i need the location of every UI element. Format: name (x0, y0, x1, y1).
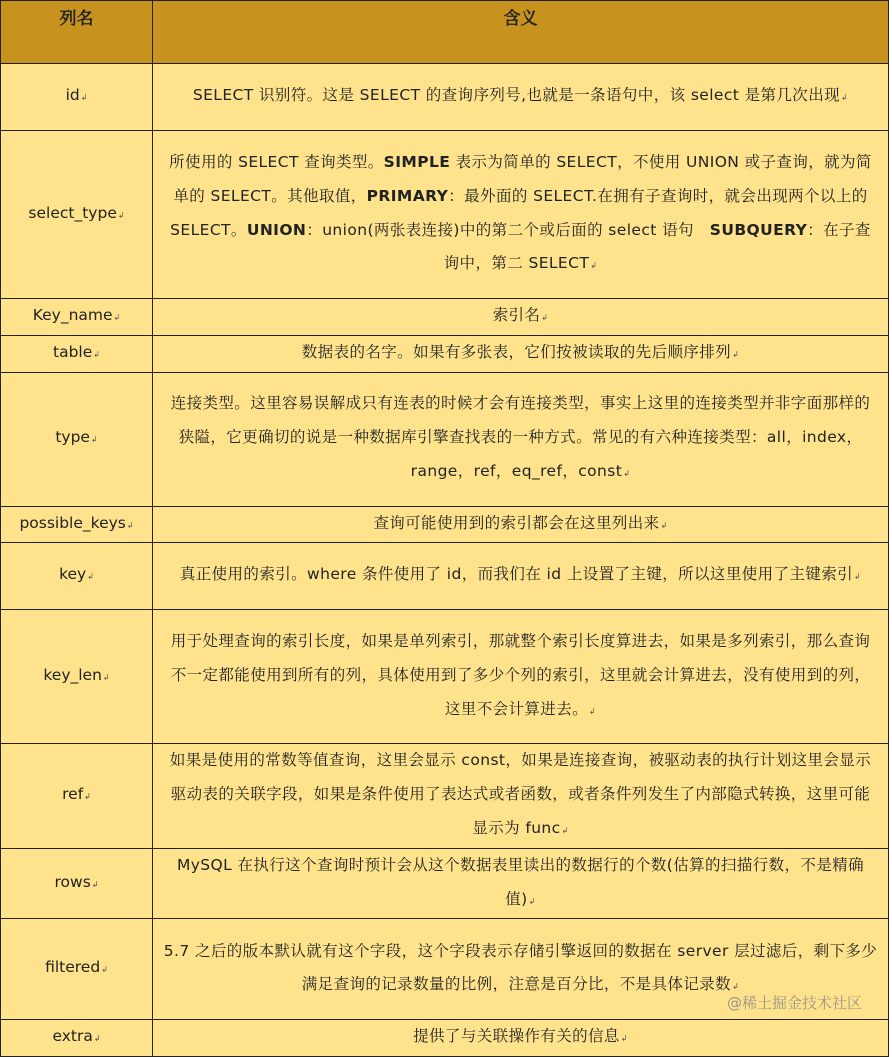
table-row (1, 372, 889, 506)
row-meaning-cell (153, 744, 889, 848)
table-header-row (1, 1, 889, 64)
row-name-cell (1, 64, 153, 131)
meaning-text: 连接类型。这里容易误解成只有连表的时候才会有连接类型，事实上这里的连接类型并非字面那样的狭隘，它更确切的说是一种数据库引擎查找表的一种方式。常见的有六种连接类型：all，index，range，ref，eq_ref，const (170, 394, 871, 480)
row-name-cell (1, 372, 153, 506)
column-name: Key_name (32, 306, 113, 324)
row-meaning-cell (153, 335, 889, 372)
paragraph-mark-icon: ↲ (101, 965, 108, 975)
paragraph-mark-icon: ↲ (561, 825, 569, 835)
paragraph-mark-icon: ↲ (541, 313, 549, 322)
row-meaning-cell (153, 506, 889, 543)
meaning-text: 真正使用的索引。where 条件使用了 id，而我们在 id 上设置了主键，所以这里使用了主键索引 (179, 565, 854, 584)
table-row (1, 1020, 889, 1057)
paragraph-mark-icon: ↲ (590, 261, 598, 271)
row-meaning-cell (153, 299, 889, 336)
row-meaning-cell (153, 1020, 889, 1057)
column-header-name: 列名 (1, 1, 153, 64)
table-row (1, 335, 889, 372)
paragraph-mark-icon: ↲ (102, 672, 110, 682)
row-meaning-cell (153, 131, 889, 299)
paragraph-mark-icon: ↲ (528, 896, 536, 906)
paragraph-mark-icon: ↲ (93, 1034, 101, 1044)
row-meaning-cell (153, 543, 889, 610)
column-name: key_len (43, 665, 102, 684)
row-name-cell (1, 506, 153, 543)
meaning-text: 数据表的名字。如果有多张表，它们按被读取的先后顺序排列 (301, 342, 732, 361)
column-name: id (65, 86, 80, 105)
row-name-cell (1, 610, 153, 744)
meaning-text: 用于处理查询的索引长度，如果是单列索引，那就整个索引长度算进去，如果是多列索引，那么查询不一定都能使用到所有的列，具体使用到了多少个列的索引，这里就会计算进去，没有使用到的列，这里不会计算进去。 (170, 632, 871, 718)
paragraph-mark-icon: ↲ (117, 210, 125, 220)
row-name-cell (1, 848, 153, 919)
table-row (1, 610, 889, 744)
column-name: key (59, 565, 87, 584)
meaning-keyword: UNION (246, 220, 307, 239)
table-row (1, 848, 889, 919)
paragraph-mark-icon: ↲ (732, 982, 740, 992)
table-row (1, 64, 889, 131)
row-name-cell (1, 543, 153, 610)
meaning-text: 提供了与关联操作有关的信息 (413, 1027, 620, 1046)
column-name: table (53, 342, 93, 361)
paragraph-mark-icon: ↲ (660, 520, 668, 530)
paragraph-mark-icon: ↲ (589, 706, 597, 716)
row-name-cell (1, 131, 153, 299)
meaning-keyword: SUBQUERY (709, 220, 808, 239)
row-meaning-cell (153, 610, 889, 744)
paragraph-mark-icon: ↲ (620, 1034, 628, 1044)
meaning-text: ：union(两张表连接)中的第二个或后面的 select 语句 (306, 220, 710, 239)
table-row (1, 131, 889, 299)
column-name: ref (62, 785, 84, 804)
row-name-cell (1, 744, 153, 848)
paragraph-mark-icon: ↲ (91, 879, 99, 889)
row-meaning-cell (153, 64, 889, 131)
meaning-text: 表示为简单的 SELECT，不使用 UNION 或子查询，就为简单的 SELECT。其他取值， (173, 152, 872, 205)
paragraph-mark-icon: ↲ (113, 313, 121, 322)
row-name-cell (1, 1020, 153, 1057)
paragraph-mark-icon: ↲ (732, 349, 740, 359)
paragraph-mark-icon: ↲ (87, 572, 94, 582)
row-meaning-cell (153, 372, 889, 506)
table-body (1, 64, 889, 1057)
table-row (1, 299, 889, 336)
table-row (1, 543, 889, 610)
paragraph-mark-icon: ↲ (841, 93, 849, 103)
meaning-text: 所使用的 SELECT 查询类型。 (169, 152, 384, 171)
column-header-meaning: 含义 (153, 1, 889, 64)
meaning-keyword: PRIMARY (366, 186, 449, 205)
paragraph-mark-icon: ↲ (854, 572, 862, 582)
meaning-text: 查询可能使用到的索引都会在这里列出来 (373, 513, 660, 532)
paragraph-mark-icon: ↲ (80, 93, 88, 103)
column-name: rows (54, 872, 91, 891)
meaning-text: ：最外面的 SELECT.在拥有子查询时，就会出现两个以上的 SELECT。 (170, 186, 868, 239)
row-meaning-cell (153, 848, 889, 919)
column-name: extra (52, 1027, 93, 1046)
meaning-text: MySQL 在执行这个查询时预计会从这个数据表里读出的数据行的个数(估算的扫描行数，不是精确值) (176, 855, 865, 908)
meaning-text: 如果是使用的常数等值查询，这里会显示 const，如果是连接查询，被驱动表的执行计划这里会显示驱动表的关联字段，如果是条件使用了表达式或者函数，或者条件列发生了内部隐式转换，这里可能显示为 func (169, 751, 872, 837)
paragraph-mark-icon: ↲ (84, 792, 91, 802)
watermark: @稀土掘金技术社区 (726, 994, 862, 1012)
column-name: filtered (45, 958, 101, 977)
table-row (1, 506, 889, 543)
meaning-text: 5.7 之后的版本默认就有这个字段，这个字段表示存储引擎返回的数据在 server 层过滤后，剩下多少满足查询的记录数量的比例，注意是百分比，不是具体记录数 (163, 941, 878, 994)
paragraph-mark-icon: ↲ (623, 468, 631, 478)
paragraph-mark-icon: ↲ (126, 520, 134, 530)
meaning-text: ：在子查询中，第二 SELECT (443, 220, 871, 273)
table-row (1, 744, 889, 848)
paragraph-mark-icon: ↲ (90, 435, 98, 445)
row-name-cell (1, 919, 153, 1020)
column-name: possible_keys (19, 513, 126, 532)
row-name-cell (1, 335, 153, 372)
row-name-cell (1, 299, 153, 336)
column-name: type (55, 428, 90, 447)
meaning-text: 索引名 (492, 306, 541, 324)
meaning-keyword: SIMPLE (383, 152, 451, 171)
column-name: select_type (28, 203, 117, 222)
meaning-text: SELECT 识别符。这是 SELECT 的查询序列号,也就是一条语句中，该 select 是第几次出现 (192, 86, 840, 105)
paragraph-mark-icon: ↲ (93, 349, 100, 359)
